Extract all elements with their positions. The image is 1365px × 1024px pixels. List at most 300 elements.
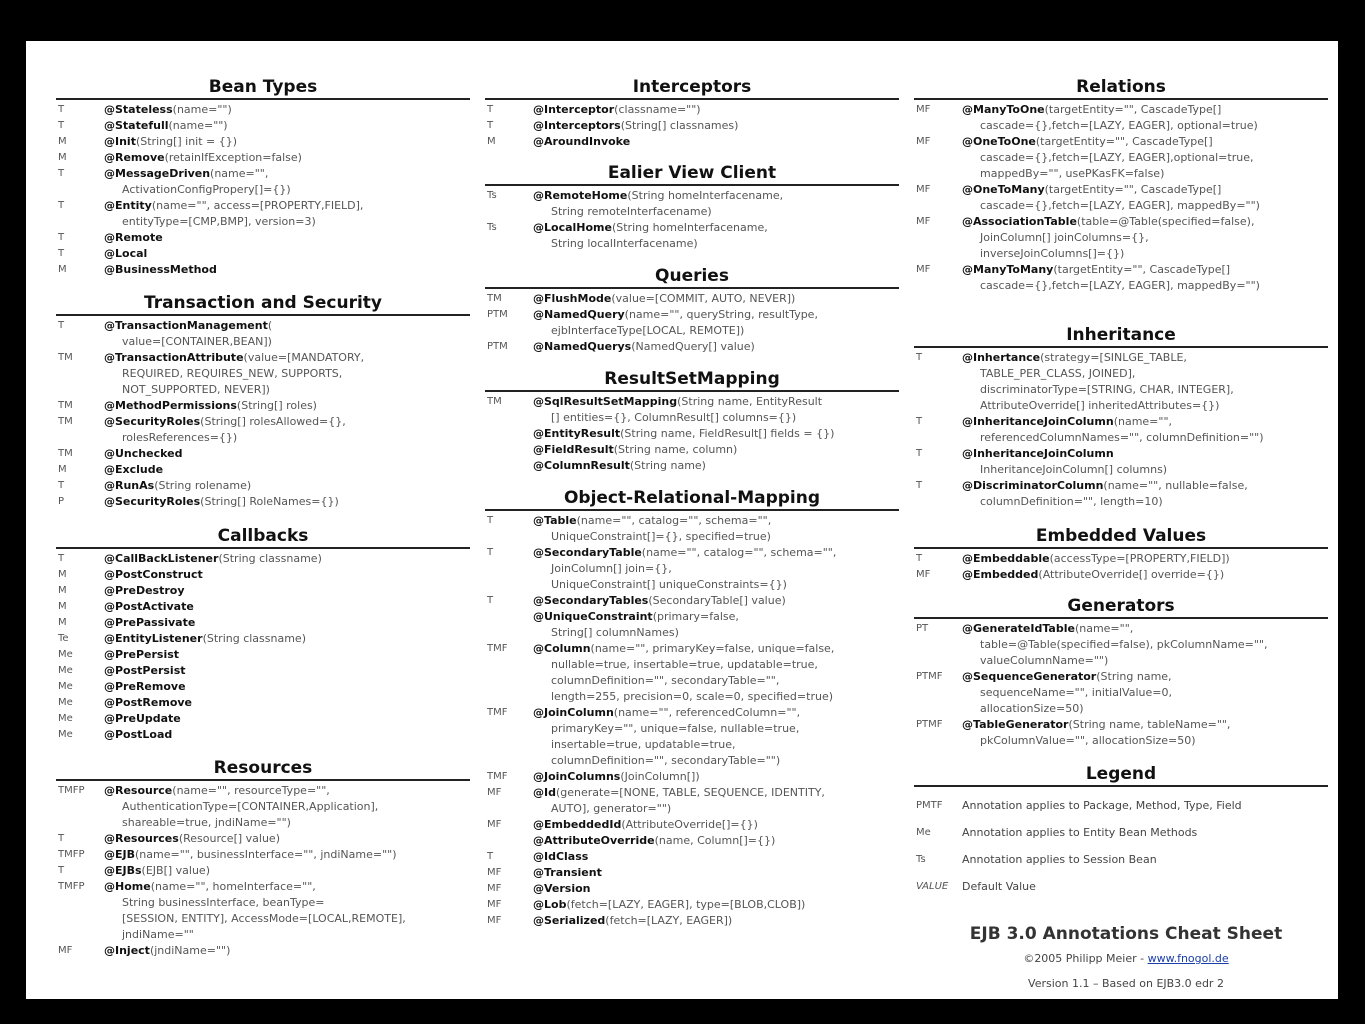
annotation-name: @ColumnResult: [533, 459, 630, 472]
annotation-params: (name="", catalog="", schema="",: [641, 546, 837, 559]
target-code: M: [58, 136, 67, 147]
annotation-params-continued: String localInterfacename): [551, 237, 698, 250]
annotation-params: (AttributeOverride[]={}): [621, 818, 758, 831]
section-interceptors: [485, 78, 899, 150]
annotation-params: (String homeInterfacename,: [611, 221, 768, 234]
annotation-version: [485, 881, 899, 897]
target-code: MF: [916, 264, 931, 275]
annotation-params: (String name,: [1096, 670, 1172, 683]
annotation-ejbs: [56, 863, 470, 879]
annotation-params-continued: discriminatorType=[STRING, CHAR, INTEGER],: [980, 383, 1234, 396]
target-code: T: [58, 168, 65, 179]
target-code: Ts: [487, 222, 497, 233]
annotation-params: (value=[COMMIT, AUTO, NEVER]): [611, 292, 796, 305]
annotation-params-continued: referencedColumnNames="", columnDefinition=""): [980, 431, 1264, 444]
annotation-params: (name="", referencedColumn="",: [613, 706, 801, 719]
annotation-name: @FlushMode: [533, 292, 612, 305]
annotation-name: @SecondaryTables: [533, 594, 649, 607]
annotation-name: @SequenceGenerator: [962, 670, 1097, 683]
annotation-attribute-override: [485, 833, 899, 849]
annotation-name: @AssociationTable: [962, 215, 1077, 228]
annotation-name: @PostActivate: [104, 600, 194, 613]
annotation-name: @BusinessMethod: [104, 263, 217, 276]
target-code: T: [916, 480, 923, 491]
legend-description: Annotation applies to Package, Method, Type, Field: [962, 799, 1242, 812]
target-code: T: [58, 200, 65, 211]
annotation-params: (name="",: [1074, 622, 1134, 635]
section-bean-types: [56, 78, 470, 278]
annotation-name: @TransactionAttribute: [104, 351, 244, 364]
annotation-params-continued: entityType=[CMP,BMP], version=3): [122, 215, 316, 228]
annotation-many-to-many: [914, 262, 1328, 294]
annotation-params-continued: shareable=true, jndiName=""): [122, 816, 291, 829]
annotation-params: (JoinColumn[]): [620, 770, 700, 783]
target-code: PT: [916, 623, 929, 634]
annotation-name: @SecurityRoles: [104, 415, 201, 428]
annotation-params-continued: [] entities={}, ColumnResult[] columns={}): [551, 411, 797, 424]
annotation-inject: [56, 943, 470, 959]
section-title: Transaction and Security: [56, 294, 470, 316]
section-resultsetmapping: [485, 370, 899, 474]
section-title: Relations: [914, 78, 1328, 100]
annotation-name: @PreRemove: [104, 680, 186, 693]
annotation-name: @InheritanceJoinColumn: [962, 447, 1114, 460]
section-title: Ealier View Client: [485, 164, 899, 186]
annotation-params-continued: AuthenticationType=[CONTAINER,Application],: [122, 800, 379, 813]
annotation-name: @MethodPermissions: [104, 399, 237, 412]
annotation-name: @ManyToMany: [962, 263, 1054, 276]
target-code: Me: [58, 649, 73, 660]
target-code: T: [487, 104, 494, 115]
annotation-post-remove: [56, 695, 470, 711]
target-code: M: [58, 601, 67, 612]
target-code: M: [58, 152, 67, 163]
annotation-name: @Transient: [533, 866, 602, 879]
annotation-params-continued: rolesReferences={}): [122, 431, 238, 444]
annotation-params: (generate=[NONE, TABLE, SEQUENCE, IDENTITY,: [555, 786, 825, 799]
annotation-name: @JoinColumns: [533, 770, 621, 783]
annotation-params-continued: AttributeOverride[] inheritedAttributes={}): [980, 399, 1220, 412]
annotation-join-columns: [485, 769, 899, 785]
annotation-name: @Resources: [104, 832, 179, 845]
annotation-name: @IdClass: [533, 850, 589, 863]
annotation-params: (String[] RoleNames={}): [200, 495, 339, 508]
target-code: MF: [487, 787, 502, 798]
legend-row: [914, 825, 1328, 841]
annotation-params-continued: insertable=true, updatable=true,: [551, 738, 736, 751]
annotation-entity: [56, 198, 470, 230]
annotation-params: (EJB[] value): [141, 864, 210, 877]
annotation-id: [485, 785, 899, 817]
target-code: T: [58, 120, 65, 131]
annotation-name: @PostLoad: [104, 728, 173, 741]
section-title: Interceptors: [485, 78, 899, 100]
annotation-embedded: [914, 567, 1328, 583]
target-code: Me: [58, 729, 73, 740]
target-code: TM: [58, 416, 73, 427]
annotation-interceptors: [485, 118, 899, 134]
annotation-post-persist: [56, 663, 470, 679]
annotation-params-continued: ejbInterfaceType[LOCAL, REMOTE]): [551, 324, 745, 337]
annotation-params-continued: UniqueConstraint[]={}, specified=true): [551, 530, 771, 543]
annotation-name: @EmbeddedId: [533, 818, 622, 831]
annotation-name: @PrePersist: [104, 648, 180, 661]
section-queries: [485, 267, 899, 355]
annotation-embeddable: [914, 551, 1328, 567]
section-earlier-view-client: [485, 164, 899, 252]
annotation-resources: [56, 831, 470, 847]
section-title: Generators: [914, 597, 1328, 619]
section-title: Queries: [485, 267, 899, 289]
target-code: T: [58, 865, 65, 876]
footer-title: EJB 3.0 Annotations Cheat Sheet: [969, 924, 1283, 944]
annotation-transaction-management: [56, 318, 470, 350]
section-relations: [914, 78, 1328, 294]
target-code: T: [487, 851, 494, 862]
annotation-association-table: [914, 214, 1328, 262]
footer-copyright: [916, 951, 1336, 967]
section-title: Resources: [56, 759, 470, 781]
annotation-params: (classname=""): [614, 103, 701, 116]
target-code: P: [58, 496, 65, 507]
annotation-security-roles: [56, 414, 470, 446]
annotation-name: @Column: [533, 642, 591, 655]
footer-version: Version 1.1 – Based on EJB3.0 edr 2: [1028, 977, 1224, 990]
annotation-params-continued: REQUIRED, REQUIRES_NEW, SUPPORTS,: [122, 367, 343, 380]
target-code: M: [58, 264, 67, 275]
annotation-name: @Inhertance: [962, 351, 1041, 364]
target-code: PTM: [487, 341, 508, 352]
annotation-name: @GenerateIdTable: [962, 622, 1075, 635]
target-code: TM: [487, 396, 502, 407]
annotation-name: @PreUpdate: [104, 712, 181, 725]
annotation-post-activate: [56, 599, 470, 615]
annotation-pre-persist: [56, 647, 470, 663]
annotation-interceptor: [485, 102, 899, 118]
annotation-inheritance-join-column: [914, 446, 1328, 478]
annotation-params-continued: cascade={},fetch=[LAZY, EAGER], mappedBy=""): [980, 279, 1260, 292]
target-code: TM: [58, 352, 73, 363]
annotation-name: @SecurityRoles: [104, 495, 201, 508]
footer: [916, 923, 1336, 992]
legend-rows: [914, 798, 1328, 895]
annotation-unique-constraint: [485, 609, 899, 641]
legend-code: Me: [916, 827, 931, 838]
annotation-column-result: [485, 458, 899, 474]
target-code: Me: [58, 665, 73, 676]
target-code: TM: [487, 293, 502, 304]
section-callbacks: [56, 527, 470, 743]
annotation-params: (name="",: [210, 167, 269, 180]
annotation-pre-update: [56, 711, 470, 727]
target-code: MF: [916, 136, 931, 147]
target-code: T: [58, 320, 65, 331]
annotation-params-continued: UniqueConstraint[] uniqueConstraints={}): [551, 578, 787, 591]
legend-code: Ts: [916, 854, 926, 865]
annotation-name: @Remote: [104, 231, 163, 244]
target-code: Me: [58, 681, 73, 692]
annotation-statefull: [56, 118, 470, 134]
target-code: T: [58, 104, 65, 115]
annotation-name: @InheritanceJoinColumn: [962, 415, 1114, 428]
annotation-exclude: [56, 462, 470, 478]
annotation-named-querys: [485, 339, 899, 355]
annotation-params-continued: columnDefinition="", secondaryTable=""): [551, 754, 781, 767]
annotation-remote: [56, 230, 470, 246]
annotation-params-continued: mappedBy="", usePKasFK=false): [980, 167, 1165, 180]
annotation-name: @PostPersist: [104, 664, 186, 677]
annotation-params: (String[] roles): [236, 399, 317, 412]
annotation-serialized: [485, 913, 899, 929]
annotation-params: (String name, tableName="",: [1068, 718, 1231, 731]
target-code: T: [58, 248, 65, 259]
annotation-params-continued: primaryKey="", unique=false, nullable=true,: [551, 722, 800, 735]
annotation-name: @RemoteHome: [533, 189, 628, 202]
annotation-params: (String[] rolesAllowed={},: [200, 415, 346, 428]
annotation-params: (name="", catalog="", schema="",: [576, 514, 772, 527]
annotation-params: (String[] classnames): [620, 119, 739, 132]
copyright-text: ©2005 Philipp Meier -: [1023, 952, 1148, 965]
annotation-params: (strategy=[SINLGE_TABLE,: [1040, 351, 1187, 364]
section-title: Embedded Values: [914, 527, 1328, 549]
annotation-params-continued: table=@Table(specified=false), pkColumnName="",: [980, 638, 1268, 651]
annotation-params: (fetch=[LAZY, EAGER], type=[BLOB,CLOB]): [566, 898, 806, 911]
section-inheritance: [914, 326, 1328, 510]
annotation-params-continued: allocationSize=50): [980, 702, 1084, 715]
annotation-params: (table=@Table(specified=false),: [1076, 215, 1255, 228]
annotation-params: (targetEntity="", CascadeType[]: [1044, 103, 1222, 116]
annotation-home: [56, 879, 470, 943]
target-code: PTMF: [916, 719, 943, 730]
annotation-params: (targetEntity="", CascadeType[]: [1053, 263, 1231, 276]
section-legend: [914, 765, 1328, 895]
target-code: MF: [487, 883, 502, 894]
annotation-params-continued: cascade={},fetch=[LAZY, EAGER],optional=true,: [980, 151, 1254, 164]
annotation-params-continued: JoinColumn[] joinColumns={},: [980, 231, 1149, 244]
annotation-params: (String name, EntityResult: [677, 395, 823, 408]
section-title: Inheritance: [914, 326, 1328, 348]
annotation-local-home: [485, 220, 899, 252]
annotation-params-continued: sequenceName="", initialValue=0,: [980, 686, 1172, 699]
section-embedded-values: [914, 527, 1328, 583]
annotation-name: @PostConstruct: [104, 568, 203, 581]
annotation-local: [56, 246, 470, 262]
annotation-params: (targetEntity="", CascadeType[]: [1044, 183, 1222, 196]
annotation-message-driven: [56, 166, 470, 198]
target-code: MF: [487, 915, 502, 926]
target-code: M: [487, 136, 496, 147]
target-code: MF: [916, 569, 931, 580]
legend-code: VALUE: [916, 881, 949, 892]
annotation-params-continued: valueColumnName=""): [980, 654, 1109, 667]
annotation-security-roles: [56, 494, 470, 510]
annotation-flush-mode: [485, 291, 899, 307]
annotation-params: (AttributeOverride[] override={}): [1038, 568, 1225, 581]
annotation-params-continued: String[] columnNames): [551, 626, 679, 639]
annotation-inhertance: [914, 350, 1328, 414]
annotation-params: (Resource[] value): [178, 832, 280, 845]
annotation-inheritance-join-column: [914, 414, 1328, 446]
target-code: MF: [487, 867, 502, 878]
annotation-params: (jndiName=""): [149, 944, 231, 957]
legend-row: [914, 879, 1328, 895]
annotation-transaction-attribute: [56, 350, 470, 398]
annotation-params: (String name, FieldResult[] fields = {}): [620, 427, 835, 440]
annotation-ejb: [56, 847, 470, 863]
annotation-call-back-listener: [56, 551, 470, 567]
annotation-table: [485, 513, 899, 545]
legend-description: Annotation applies to Entity Bean Methods: [962, 826, 1198, 839]
annotation-entity-listener: [56, 631, 470, 647]
annotation-name: @Id: [533, 786, 556, 799]
annotation-params: (NamedQuery[] value): [631, 340, 755, 353]
annotation-params-continued: cascade={},fetch=[LAZY, EAGER], mappedBy=""): [980, 199, 1260, 212]
target-code: T: [58, 232, 65, 243]
annotation-params-continued: JoinColumn[] join={},: [551, 562, 672, 575]
annotation-join-column: [485, 705, 899, 769]
section-object-relational-mapping: [485, 489, 899, 929]
annotation-name: @DiscriminatorColumn: [962, 479, 1104, 492]
target-code: Ts: [487, 190, 497, 201]
annotation-generate-id-table: [914, 621, 1328, 669]
annotation-params-continued: columnDefinition="", secondaryTable="",: [551, 674, 780, 687]
target-code: T: [58, 480, 65, 491]
annotation-name: @MessageDriven: [104, 167, 211, 180]
annotation-name: @FieldResult: [533, 443, 614, 456]
annotation-params: (name="", homeInterface="",: [150, 880, 316, 893]
annotation-params-continued: jndiName="": [122, 928, 194, 941]
annotation-field-result: [485, 442, 899, 458]
annotation-params-continued: String remoteInterfacename): [551, 205, 712, 218]
target-code: Me: [58, 713, 73, 724]
annotation-params: (: [267, 319, 273, 332]
target-code: T: [487, 547, 494, 558]
target-code: MF: [58, 945, 73, 956]
target-code: T: [58, 553, 65, 564]
annotation-params: (name="", access=[PROPERTY,FIELD],: [151, 199, 364, 212]
annotation-name: @Remove: [104, 151, 165, 164]
annotation-params: (String[] init = {}): [135, 135, 238, 148]
annotation-name: @SqlResultSetMapping: [533, 395, 678, 408]
annotation-params: (name="", nullable=false,: [1103, 479, 1248, 492]
annotation-params-continued: TABLE_PER_CLASS, JOINED],: [980, 367, 1136, 380]
target-code: TMF: [487, 643, 508, 654]
annotation-named-query: [485, 307, 899, 339]
annotation-remove: [56, 150, 470, 166]
annotation-name: @RunAs: [104, 479, 155, 492]
section-transaction-security: [56, 294, 470, 510]
annotation-name: @Interceptors: [533, 119, 621, 132]
target-code: TMFP: [58, 849, 85, 860]
target-code: TMF: [487, 707, 508, 718]
annotation-name: @Local: [104, 247, 148, 260]
target-code: T: [916, 448, 923, 459]
annotation-name: @ManyToOne: [962, 103, 1045, 116]
annotation-name: @EntityListener: [104, 632, 203, 645]
annotation-name: @PostRemove: [104, 696, 193, 709]
target-code: T: [916, 416, 923, 427]
annotation-table-generator: [914, 717, 1328, 749]
target-code: TMFP: [58, 881, 85, 892]
target-code: T: [916, 553, 923, 564]
section-title: ResultSetMapping: [485, 370, 899, 392]
annotation-embedded-id: [485, 817, 899, 833]
annotation-name: @Lob: [533, 898, 567, 911]
annotation-params: (String name, column): [613, 443, 738, 456]
annotation-params: (name, Column[]={}): [654, 834, 776, 847]
annotation-params: (name=""): [172, 103, 232, 116]
target-code: T: [58, 833, 65, 844]
annotation-entity-result: [485, 426, 899, 442]
annotation-remote-home: [485, 188, 899, 220]
annotation-name: @AttributeOverride: [533, 834, 655, 847]
annotation-name: @EJB: [104, 848, 135, 861]
annotation-sequence-generator: [914, 669, 1328, 717]
annotation-name: @TransactionManagement: [104, 319, 268, 332]
legend-code: PMTF: [916, 800, 943, 811]
annotation-params: (name="", resourceType="",: [172, 784, 330, 797]
target-code: MF: [487, 899, 502, 910]
legend-row: [914, 852, 1328, 868]
target-code: T: [487, 120, 494, 131]
annotation-params: (String classname): [218, 552, 322, 565]
annotation-params-continued: value=[CONTAINER,BEAN]): [122, 335, 272, 348]
annotation-params: (primary=false,: [652, 610, 739, 623]
section-title: Bean Types: [56, 78, 470, 100]
author-website-link[interactable]: www.fnogol.de: [1147, 952, 1229, 965]
annotation-params-continued: ActivationConfigPropery[]={}): [122, 183, 291, 196]
annotation-pre-remove: [56, 679, 470, 695]
annotation-name: @AroundInvoke: [533, 135, 631, 148]
target-code: Te: [58, 633, 69, 644]
legend-row: [914, 798, 1328, 814]
annotation-name: @Entity: [104, 199, 152, 212]
annotation-params: (name=""): [168, 119, 228, 132]
annotation-name: @UniqueConstraint: [533, 610, 653, 623]
legend-description: Default Value: [962, 880, 1036, 893]
legend-title: Legend: [914, 765, 1328, 787]
annotation-params: (targetEntity="", CascadeType[]: [1035, 135, 1213, 148]
annotation-discriminator-column: [914, 478, 1328, 510]
annotation-name: @SecondaryTable: [533, 546, 642, 559]
annotation-name: @Init: [104, 135, 136, 148]
annotation-name: @Embeddable: [962, 552, 1050, 565]
annotation-params: (retainIfException=false): [164, 151, 302, 164]
annotation-params-continued: cascade={},fetch=[LAZY, EAGER], optional=true): [980, 119, 1258, 132]
annotation-name: @Home: [104, 880, 151, 893]
annotation-params: (String homeInterfacename,: [627, 189, 784, 202]
annotation-params-continued: InheritanceJoinColumn[] columns): [980, 463, 1168, 476]
annotation-stateless: [56, 102, 470, 118]
annotation-name: @Exclude: [104, 463, 164, 476]
annotation-name: @Unchecked: [104, 447, 183, 460]
annotation-resource: [56, 783, 470, 831]
annotation-name: @Version: [533, 882, 591, 895]
target-code: MF: [916, 216, 931, 227]
annotation-run-as: [56, 478, 470, 494]
target-code: TMFP: [58, 785, 85, 796]
annotation-business-method: [56, 262, 470, 278]
annotation-params-continued: String businessInterface, beanType=: [122, 896, 325, 909]
annotation-name: @Table: [533, 514, 577, 527]
annotation-around-invoke: [485, 134, 899, 150]
annotation-unchecked: [56, 446, 470, 462]
annotation-params: (String classname): [202, 632, 306, 645]
annotation-name: @Stateless: [104, 103, 173, 116]
annotation-column: [485, 641, 899, 705]
target-code: M: [58, 617, 67, 628]
annotation-one-to-many: [914, 182, 1328, 214]
